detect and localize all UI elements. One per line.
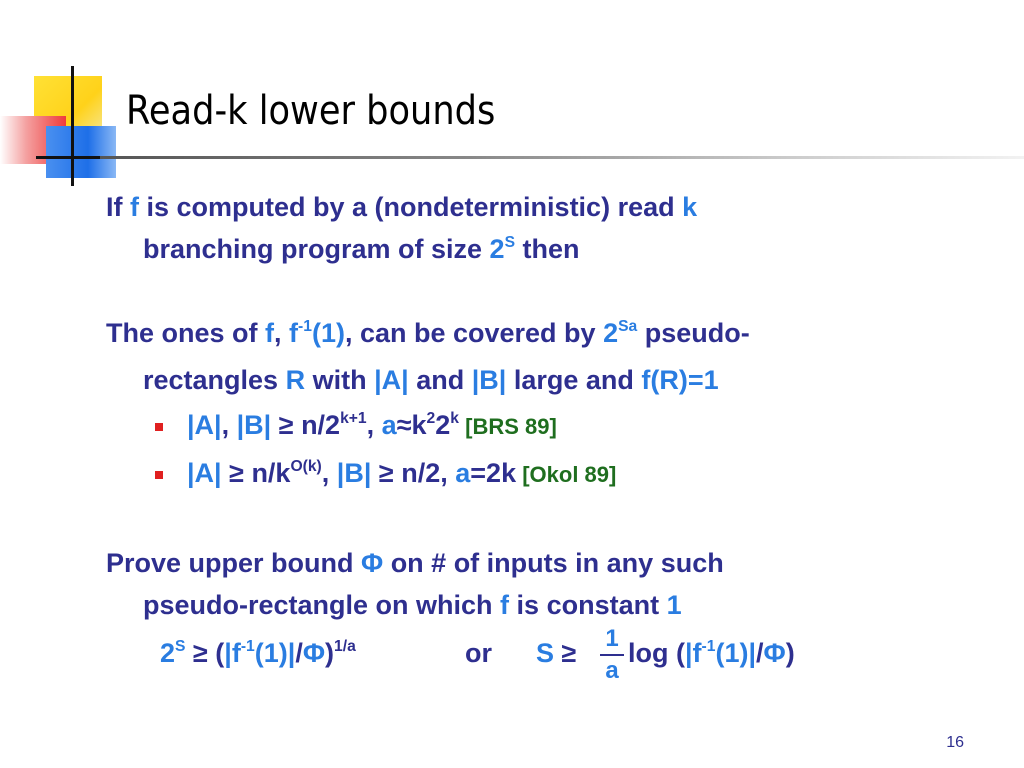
logo-blue-square [46, 126, 116, 178]
equation-or: or [465, 638, 492, 668]
corner-logo [0, 0, 130, 190]
slide: Read-k lower bounds If f is computed by a (nondeterministic) read k branching program of size $2^S$ then The ones of f, $f^{-1}(1)$, can be covered by $2^{Sa}$ pseudo- rectangles R with |A| and |B| large and f(R)=1 |A|, $|B| \ge n/2^{k+1}$, $a\approx k^22^k$ [BRS 89] $|A| \ge n/k^{O(k)}$, |B| ≥ n/2, a=2k [Okol 89] Prove upper bound Φ on # of inputs in any such pseudo-rectangle on which f is constant 1 $2^S \ge (|f^{-1}(1)|/\Phi)^{1/a}$ or S ≥ 1 a $\log (|f^{-1}(1)|/\Phi)$ 16 [0, 0, 1024, 768]
equation-left: $2^S \ge (|f^{-1}(1)|/\Phi)^{1/a}$ [160, 638, 356, 668]
paragraph-1-line-2: branching program of size $2^S$ then [143, 234, 580, 264]
paragraph-1 [106, 186, 697, 275]
paragraph-3 [106, 542, 724, 626]
paragraph-2-line-1: The ones of f, $f^{-1}(1)$, can be covered by $2^{Sa}$ pseudo- [106, 318, 750, 348]
citation-brs: [BRS 89] [459, 414, 557, 439]
paragraph-2-line-2: rectangles R with |A| and |B| large and f(R)=1 [143, 365, 719, 395]
paragraph-2 [106, 312, 750, 401]
page-number: 16 [946, 734, 964, 751]
title-rule [100, 156, 1024, 159]
bullet-square-icon [155, 423, 163, 431]
paragraph-3-line-1: Prove upper bound Φ on # of inputs in any such [106, 548, 724, 578]
slide-title: Read-k lower bounds [126, 88, 496, 134]
bullet-square-icon [155, 471, 163, 479]
paragraph-1-line-1: If f is computed by a (nondeterministic) read k [106, 192, 698, 222]
equation-right-lhs: S ≥ [536, 638, 577, 668]
equation-right-rhs: $\log (|f^{-1}(1)|/\Phi)$ [628, 638, 795, 668]
paragraph-3-line-2: pseudo-rectangle on which f is constant 1 [143, 590, 682, 620]
citation-okol: [Okol 89] [516, 462, 617, 487]
logo-vertical-line [71, 66, 74, 186]
fraction-one-over-a: 1 a [600, 626, 624, 684]
